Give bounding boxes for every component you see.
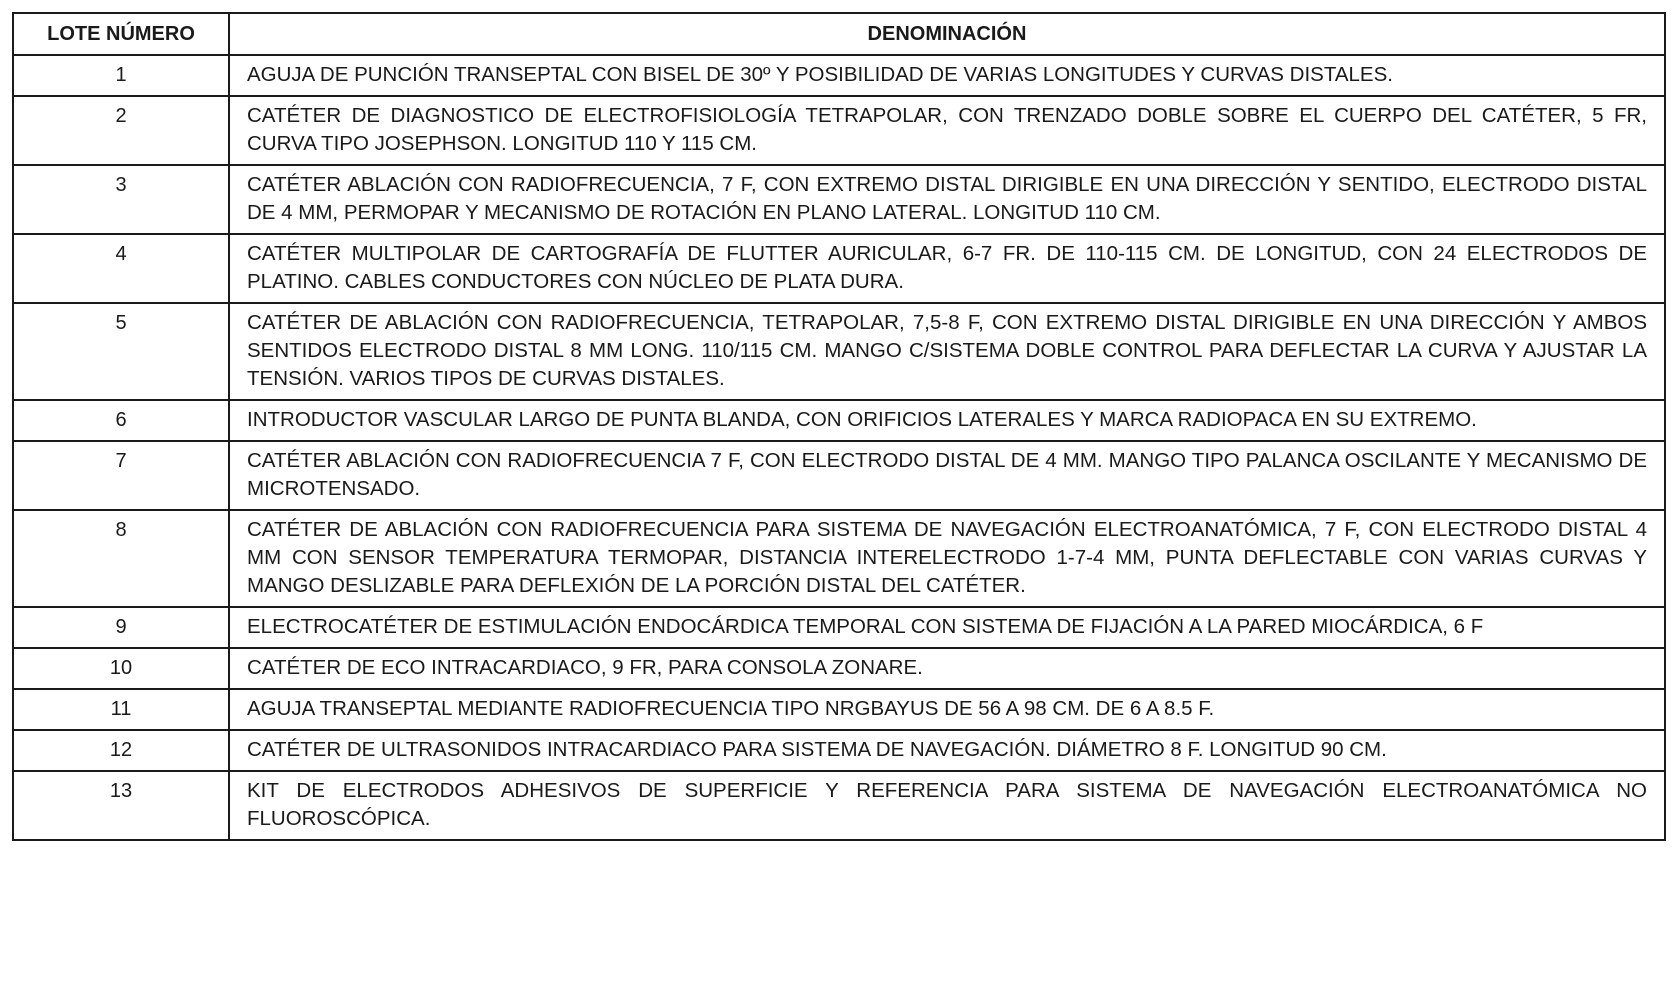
lote-number: 12: [13, 730, 229, 771]
table-row: [13, 771, 1665, 840]
table-header-row: [13, 13, 1665, 55]
lotes-table-container: [12, 12, 1666, 841]
table-row: [13, 607, 1665, 648]
lote-number: 1: [13, 55, 229, 96]
table-row: [13, 689, 1665, 730]
header-denominacion: DENOMINACIÓN: [229, 13, 1665, 55]
lote-number: 3: [13, 165, 229, 234]
lote-number: 9: [13, 607, 229, 648]
lote-denominacion: ELECTROCATÉTER DE ESTIMULACIÓN ENDOCÁRDICA TEMPORAL CON SISTEMA DE FIJACIÓN A LA PARED MIOCÁRDICA, 6 F: [229, 607, 1665, 648]
lote-number: 8: [13, 510, 229, 607]
lote-number: 6: [13, 400, 229, 441]
table-row: [13, 234, 1665, 303]
lote-number: 13: [13, 771, 229, 840]
lote-denominacion: CATÉTER ABLACIÓN CON RADIOFRECUENCIA 7 F, CON ELECTRODO DISTAL DE 4 MM. MANGO TIPO PALANCA OSCILANTE Y MECANISMO DE MICROTENSADO.: [229, 441, 1665, 510]
lote-denominacion: CATÉTER DE ABLACIÓN CON RADIOFRECUENCIA PARA SISTEMA DE NAVEGACIÓN ELECTROANATÓMICA, 7 F, CON ELECTRODO DISTAL 4 MM CON SENSOR TEMPERATURA TERMOPAR, DISTANCIA INTERELECTRODO 1-7-4 MM, PUNTA DEFLECTABLE CON VARIAS CURVAS Y MANGO DESLIZABLE PARA DEFLEXIÓN DE LA PORCIÓN DISTAL DEL CATÉTER.: [229, 510, 1665, 607]
table-row: [13, 510, 1665, 607]
table-row: [13, 303, 1665, 400]
lote-denominacion: AGUJA DE PUNCIÓN TRANSEPTAL CON BISEL DE 30º Y POSIBILIDAD DE VARIAS LONGITUDES Y CURVAS DISTALES.: [229, 55, 1665, 96]
lote-denominacion: CATÉTER DE ULTRASONIDOS INTRACARDIACO PARA SISTEMA DE NAVEGACIÓN. DIÁMETRO 8 F. LONGITUD 90 CM.: [229, 730, 1665, 771]
lote-denominacion: INTRODUCTOR VASCULAR LARGO DE PUNTA BLANDA, CON ORIFICIOS LATERALES Y MARCA RADIOPACA EN SU EXTREMO.: [229, 400, 1665, 441]
lote-denominacion: KIT DE ELECTRODOS ADHESIVOS DE SUPERFICIE Y REFERENCIA PARA SISTEMA DE NAVEGACIÓN ELECTROANATÓMICA NO FLUOROSCÓPICA.: [229, 771, 1665, 840]
table-row: [13, 441, 1665, 510]
lote-number: 11: [13, 689, 229, 730]
lote-number: 4: [13, 234, 229, 303]
lote-denominacion: CATÉTER ABLACIÓN CON RADIOFRECUENCIA, 7 F, CON EXTREMO DISTAL DIRIGIBLE EN UNA DIRECCIÓN Y SENTIDO, ELECTRODO DISTAL DE 4 MM, PERMOPAR Y MECANISMO DE ROTACIÓN EN PLANO LATERAL. LONGITUD 110 CM.: [229, 165, 1665, 234]
table-row: [13, 165, 1665, 234]
table-row: [13, 730, 1665, 771]
table-row: [13, 96, 1665, 165]
header-lote-numero: LOTE NÚMERO: [13, 13, 229, 55]
table-row: [13, 55, 1665, 96]
lote-number: 5: [13, 303, 229, 400]
lote-number: 2: [13, 96, 229, 165]
lote-denominacion: CATÉTER DE ABLACIÓN CON RADIOFRECUENCIA, TETRAPOLAR, 7,5-8 F, CON EXTREMO DISTAL DIRIGIBLE EN UNA DIRECCIÓN Y AMBOS SENTIDOS ELECTRODO DISTAL 8 MM LONG. 110/115 CM. MANGO C/SISTEMA DOBLE CONTROL PARA DEFLECTAR LA CURVA Y AJUSTAR LA TENSIÓN. VARIOS TIPOS DE CURVAS DISTALES.: [229, 303, 1665, 400]
lote-denominacion: CATÉTER DE DIAGNOSTICO DE ELECTROFISIOLOGÍA TETRAPOLAR, CON TRENZADO DOBLE SOBRE EL CUERPO DEL CATÉTER, 5 FR, CURVA TIPO JOSEPHSON. LONGITUD 110 Y 115 CM.: [229, 96, 1665, 165]
lote-number: 10: [13, 648, 229, 689]
table-row: [13, 648, 1665, 689]
lotes-table: [12, 12, 1666, 841]
lote-denominacion: CATÉTER MULTIPOLAR DE CARTOGRAFÍA DE FLUTTER AURICULAR, 6-7 FR. DE 110-115 CM. DE LONGITUD, CON 24 ELECTRODOS DE PLATINO. CABLES CONDUCTORES CON NÚCLEO DE PLATA DURA.: [229, 234, 1665, 303]
table-row: [13, 400, 1665, 441]
lote-denominacion: AGUJA TRANSEPTAL MEDIANTE RADIOFRECUENCIA TIPO NRGBAYUS DE 56 A 98 CM. DE 6 A 8.5 F.: [229, 689, 1665, 730]
lote-number: 7: [13, 441, 229, 510]
lote-denominacion: CATÉTER DE ECO INTRACARDIACO, 9 FR, PARA CONSOLA ZONARE.: [229, 648, 1665, 689]
